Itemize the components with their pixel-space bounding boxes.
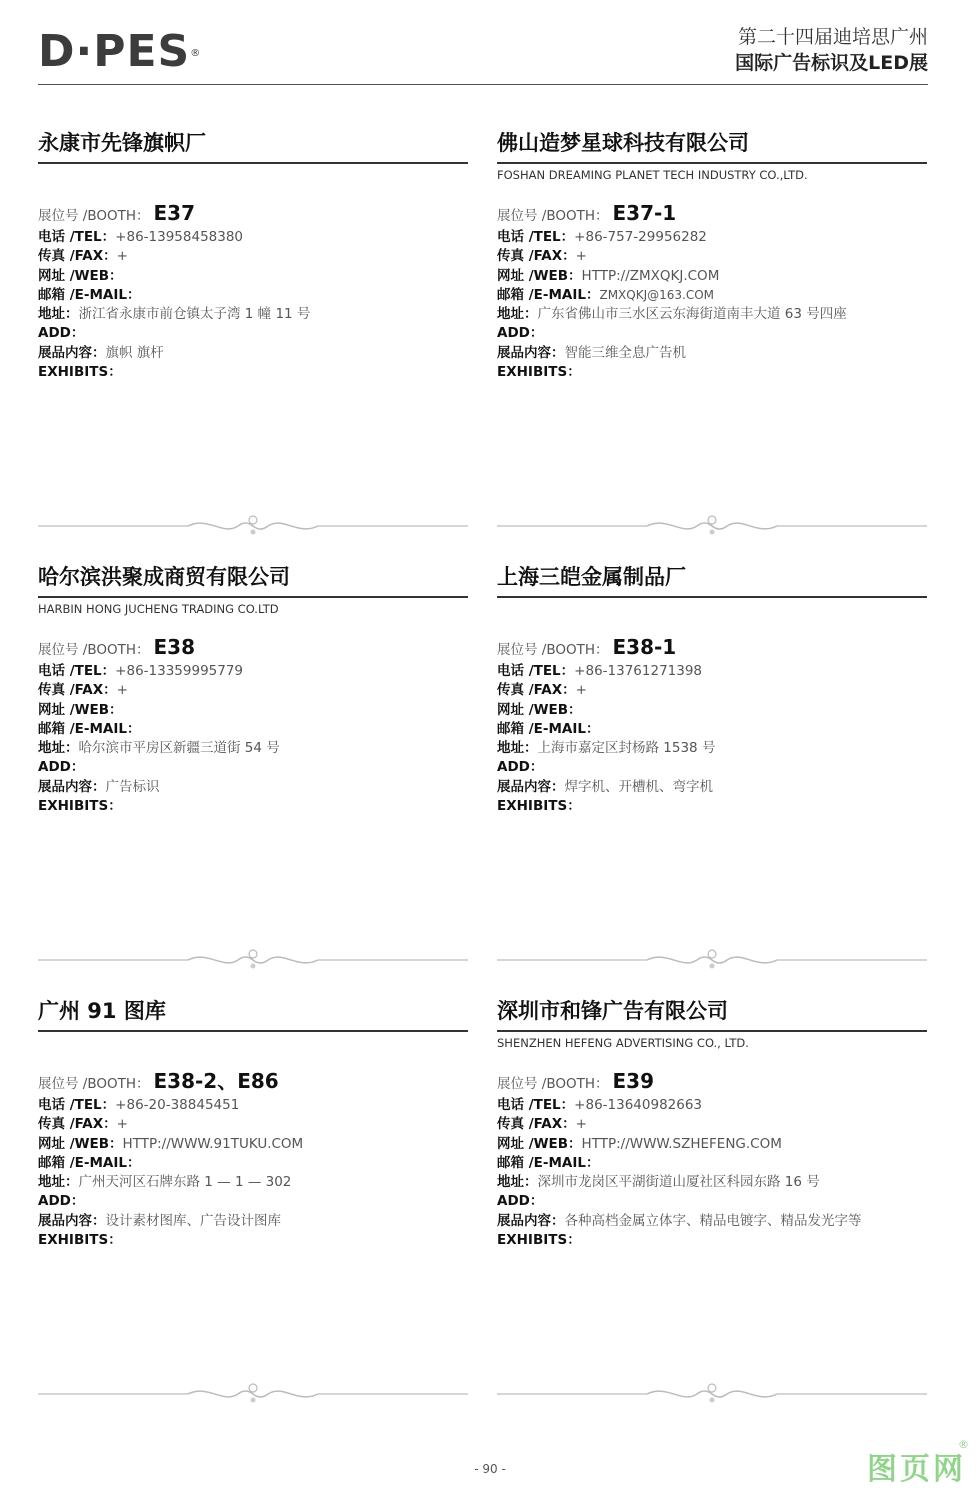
tel-value: +86-13640982663	[574, 1097, 703, 1113]
fax-value: +	[575, 1116, 587, 1133]
web-value: HTTP://WWW.91TUKU.COM	[122, 1135, 304, 1152]
email-row: 邮箱 /E-MAIL：	[38, 720, 141, 737]
tel-row: 电话 /TEL：+86-13761271398	[497, 663, 703, 679]
company-name: 永康市先锋旗帜厂	[38, 128, 468, 164]
tel-row: 电话 /TEL：+86-20-38845451	[38, 1097, 240, 1113]
email-row: 邮箱 /E-MAIL：	[38, 286, 141, 303]
page-number: - 90 -	[474, 1462, 506, 1476]
booth-row	[38, 635, 468, 662]
address-row: 地址：广州天河区石牌东路 1 — 1 — 302	[38, 1174, 292, 1191]
exhibitor-entry	[38, 996, 468, 1250]
address-en-row: ADD：	[38, 1193, 85, 1210]
web-row: 网址 /WEB：HTTP://ZMXQKJ.COM	[497, 267, 720, 284]
exhibits-value: 各种高档金属立体字、精品电镀字、精品发光字等	[564, 1212, 862, 1229]
exhibits-en-row: EXHIBITS：	[38, 798, 122, 815]
tel-value: +86-757-29956282	[574, 229, 707, 245]
fax-row: 传真 /FAX：+	[38, 248, 128, 265]
booth-label: 展位号 /BOOTH：	[497, 1076, 609, 1092]
ornament-divider	[38, 1382, 468, 1406]
address-en-row: ADD：	[497, 1193, 544, 1210]
exhibits-row: 展品内容：焊字机、开槽机、弯字机	[497, 778, 713, 795]
tel-value: +86-20-38845451	[115, 1097, 240, 1113]
tel-value: +86-13359995779	[115, 663, 244, 679]
web-value: HTTP://ZMXQKJ.COM	[581, 267, 720, 284]
tel-row: 电话 /TEL：+86-13359995779	[38, 663, 244, 679]
exhibitor-entry	[38, 562, 468, 816]
exhibitor-entry	[38, 128, 468, 382]
booth-label: 展位号 /BOOTH：	[38, 208, 150, 224]
exhibits-en-row: EXHIBITS：	[38, 364, 122, 381]
address-value: 深圳市龙岗区平湖街道山厦社区科园东路 16 号	[537, 1174, 820, 1191]
booth-value: E38-1	[612, 635, 677, 659]
booth-value: E38-2、E86	[153, 1069, 279, 1093]
tel-row: 电话 /TEL：+86-13958458380	[38, 229, 244, 245]
address-row: 地址：浙江省永康市前仓镇太子湾 1 幢 11 号	[38, 306, 311, 323]
registered-mark: ®	[190, 48, 202, 59]
company-name: 上海三皑金属制品厂	[497, 562, 927, 598]
booth-label: 展位号 /BOOTH：	[38, 1076, 150, 1092]
web-value: HTTP://WWW.SZHEFENG.COM	[581, 1135, 782, 1152]
address-value: 上海市嘉定区封杨路 1538 号	[537, 740, 716, 757]
address-en-row: ADD：	[497, 759, 544, 776]
address-row: 地址：哈尔滨市平房区新疆三道街 54 号	[38, 740, 280, 757]
fax-value: +	[575, 682, 587, 699]
booth-row	[497, 1069, 927, 1096]
address-value: 广东省佛山市三水区云东海街道南丰大道 63 号四座	[537, 306, 847, 323]
company-name-en: HARBIN HONG JUCHENG TRADING CO.LTD	[38, 602, 279, 616]
address-row: 地址：上海市嘉定区封杨路 1538 号	[497, 740, 716, 757]
fax-value: +	[116, 248, 128, 265]
booth-label: 展位号 /BOOTH：	[497, 208, 609, 224]
fax-value: +	[575, 248, 587, 265]
fax-row: 传真 /FAX：+	[497, 248, 587, 265]
fax-row: 传真 /FAX：+	[38, 1116, 128, 1133]
fax-value: +	[116, 682, 128, 699]
exhibits-row: 展品内容：旗帜 旗杆	[38, 344, 164, 361]
company-name: 哈尔滨洪聚成商贸有限公司	[38, 562, 468, 598]
address-en-row: ADD：	[38, 325, 85, 342]
ornament-divider	[38, 514, 468, 538]
fax-row: 传真 /FAX：+	[497, 1116, 587, 1133]
email-row: 邮箱 /E-MAIL：	[497, 1154, 600, 1171]
company-name-en	[38, 1035, 468, 1051]
exhibits-row: 展品内容：智能三维全息广告机	[497, 344, 686, 361]
exhibitor-entry	[497, 562, 927, 816]
dpes-logo: D·PES®	[38, 26, 202, 77]
email-row: 邮箱 /E-MAIL：ZMXQKJ@163.COM	[497, 286, 715, 303]
exhibition-title-line2: 国际广告标识及LED展	[735, 52, 928, 74]
web-row: 网址 /WEB：	[38, 267, 123, 284]
exhibits-value: 智能三维全息广告机	[564, 344, 686, 361]
address-row: 地址：深圳市龙岗区平湖街道山厦社区科园东路 16 号	[497, 1174, 820, 1191]
company-name: 佛山造梦星球科技有限公司	[497, 128, 927, 164]
address-value: 浙江省永康市前仓镇太子湾 1 幢 11 号	[78, 306, 311, 323]
web-row: 网址 /WEB：	[38, 701, 123, 718]
company-name-en	[38, 167, 468, 183]
web-row: 网址 /WEB：	[497, 701, 582, 718]
exhibits-row: 展品内容：广告标识	[38, 778, 160, 795]
fax-row: 传真 /FAX：+	[497, 682, 587, 699]
exhibits-en-row: EXHIBITS：	[497, 798, 581, 815]
booth-row	[38, 201, 468, 228]
tel-row: 电话 /TEL：+86-13640982663	[497, 1097, 703, 1113]
header-rule	[38, 84, 928, 85]
tel-value: +86-13761271398	[574, 663, 703, 679]
booth-value: E39	[612, 1069, 655, 1093]
email-value: ZMXQKJ@163.COM	[599, 287, 715, 302]
address-row: 地址：广东省佛山市三水区云东海街道南丰大道 63 号四座	[497, 306, 847, 323]
exhibits-en-row: EXHIBITS：	[38, 1232, 122, 1249]
booth-row	[497, 201, 927, 228]
exhibits-row: 展品内容：设计素材图库、广告设计图库	[38, 1212, 281, 1229]
email-row: 邮箱 /E-MAIL：	[497, 720, 600, 737]
fax-row: 传真 /FAX：+	[38, 682, 128, 699]
web-row: 网址 /WEB：HTTP://WWW.SZHEFENG.COM	[497, 1135, 782, 1152]
address-value: 广州天河区石牌东路 1 — 1 — 302	[78, 1174, 292, 1191]
booth-label: 展位号 /BOOTH：	[38, 642, 150, 658]
exhibits-en-row: EXHIBITS：	[497, 364, 581, 381]
exhibition-title	[735, 24, 928, 76]
exhibits-value: 广告标识	[105, 778, 160, 795]
tel-row: 电话 /TEL：+86-757-29956282	[497, 229, 707, 245]
address-en-row: ADD：	[497, 325, 544, 342]
ornament-divider	[497, 514, 927, 538]
booth-row	[497, 635, 927, 662]
exhibits-value: 设计素材图库、广告设计图库	[105, 1212, 281, 1229]
email-row: 邮箱 /E-MAIL：	[38, 1154, 141, 1171]
company-name-en: FOSHAN DREAMING PLANET TECH INDUSTRY CO.,LTD.	[497, 168, 808, 182]
watermark-logo: 图页网 ®	[867, 1438, 972, 1487]
ornament-divider	[497, 1382, 927, 1406]
company-name: 深圳市和锋广告有限公司	[497, 996, 927, 1032]
web-row: 网址 /WEB：HTTP://WWW.91TUKU.COM	[38, 1135, 304, 1152]
ornament-divider	[497, 948, 927, 972]
address-value: 哈尔滨市平房区新疆三道街 54 号	[78, 740, 280, 757]
booth-value: E38	[153, 635, 196, 659]
booth-value: E37-1	[612, 201, 677, 225]
company-name-en: SHENZHEN HEFENG ADVERTISING CO., LTD.	[497, 1036, 749, 1050]
booth-label: 展位号 /BOOTH：	[497, 642, 609, 658]
company-name-en	[497, 601, 927, 617]
exhibits-value: 焊字机、开槽机、弯字机	[564, 778, 713, 795]
ornament-divider	[38, 948, 468, 972]
exhibitor-entry	[497, 996, 927, 1250]
company-name: 广州 91 图库	[38, 996, 468, 1032]
fax-value: +	[116, 1116, 128, 1133]
exhibition-title-line1: 第二十四届迪培思广州	[737, 26, 928, 48]
booth-value: E37	[153, 201, 196, 225]
exhibitor-entry	[497, 128, 927, 382]
exhibits-row: 展品内容：各种高档金属立体字、精品电镀字、精品发光字等	[497, 1212, 862, 1229]
exhibits-value: 旗帜 旗杆	[105, 344, 164, 361]
exhibits-en-row: EXHIBITS：	[497, 1232, 581, 1249]
tel-value: +86-13958458380	[115, 229, 244, 245]
address-en-row: ADD：	[38, 759, 85, 776]
booth-row	[38, 1069, 468, 1096]
